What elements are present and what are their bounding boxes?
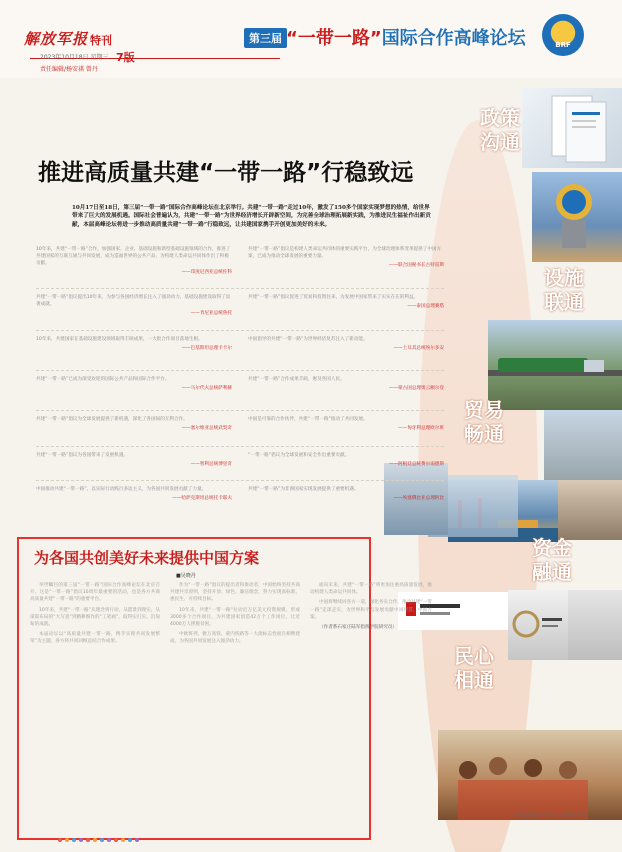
quote-item bbox=[36, 246, 232, 276]
dot-icon bbox=[107, 838, 111, 842]
train-illustration bbox=[488, 320, 622, 410]
quote-item bbox=[248, 486, 444, 502]
quote-item bbox=[248, 336, 444, 352]
quote-text: 共建“一带一路”为非洲国家实现发展提供了重要机遇。 bbox=[248, 487, 359, 492]
dot-icon bbox=[72, 838, 76, 842]
article-headline: 为各国共创美好未来提供中国方案 bbox=[34, 549, 260, 567]
quote-divider bbox=[36, 330, 444, 332]
editor-credits: 责任编辑/杨安祺 曾丹 bbox=[40, 66, 98, 73]
main-headline: 推进高质量共建“一带一路”行稳致远 bbox=[38, 160, 414, 186]
quote-attribution: ——阿根廷总统费尔南德斯 bbox=[388, 462, 444, 467]
quote-attribution: ——泰国总理赛塔 bbox=[407, 304, 444, 309]
theme-line1: 政策 bbox=[480, 106, 520, 130]
theme-line1: 资金 bbox=[532, 536, 572, 560]
quote-item bbox=[36, 452, 232, 468]
theme-line1: 民心 bbox=[454, 644, 494, 668]
footer-credit: 版式设计/曾丹 图片来源/新华社 bbox=[516, 813, 586, 819]
quote-item bbox=[248, 246, 444, 269]
page-number: 7版 bbox=[116, 51, 135, 64]
document-stack-illustration bbox=[522, 88, 622, 168]
quote-attribution: ——联合国秘书长古特雷斯 bbox=[388, 263, 444, 268]
dot-icon bbox=[58, 838, 62, 842]
article-paragraph: 举世瞩目的第三届“一带一路”国际合作高峰论坛在北京召开。这是“一带一路”倡议10周年最重要的活动，也是各方共商高质量共建“一带一路”的重要平台。 bbox=[30, 583, 160, 603]
quote-text: 中国是可靠的合作伙伴，共建“一带一路”推动了共同发展。 bbox=[248, 417, 368, 422]
dateline: 2023年10月18日 星期三 bbox=[40, 54, 109, 61]
theme-line1: 贸易 bbox=[464, 398, 504, 422]
article-paragraph: 本届论坛以“高质量共建一带一路，携手实现共同发展繁荣”为主题，各方将共同回顾总结合作成果。 bbox=[30, 632, 160, 645]
masthead bbox=[0, 0, 622, 78]
article-byline: ■吴晓丹 bbox=[176, 573, 196, 579]
photo-brf-monument bbox=[532, 172, 622, 262]
dot-icon bbox=[65, 838, 69, 842]
quote-text: 中国推动共建“一带一路”，以实际行动践行多边主义，为各国共同发展贡献了力量。 bbox=[36, 487, 207, 492]
quote-attribution: ——巴基斯坦总理卡卡尔 bbox=[181, 346, 232, 351]
theme-line2: 相通 bbox=[454, 668, 494, 692]
quote-text: 10年来，共建“一带一路”合作，加强国家、企业、基础设施和新型基础设施领域的合作，推进了共建国家的互联互通与共同发展，成为造福世界的公共产品，为构建人类命运共同体作出了积极贡献。 bbox=[36, 247, 231, 266]
quote-item bbox=[36, 294, 232, 317]
quote-item bbox=[248, 452, 444, 468]
special-label: 特刊 bbox=[90, 34, 112, 47]
quote-attribution: ——肯尼亚总统鲁托 bbox=[190, 311, 232, 316]
quote-text: 共建“一带一路”倡议促进了贸易和投资往来，为发展中国家带来了实实在在的利益。 bbox=[248, 295, 419, 300]
article-paragraph: 作为“一带一路”倡议的提出者和推动者，中国始终坚持共商共建共享原则，坚持开放、绿色、廉洁理念，努力实现高标准、惠民生、可持续目标。 bbox=[170, 583, 300, 603]
forum-name: 一带一路 bbox=[297, 28, 370, 49]
quote-item bbox=[36, 416, 232, 432]
theme-line2: 融通 bbox=[532, 560, 572, 584]
quote-text: 中国倡导的共建“一带一路”为世界经济复苏注入了新动能。 bbox=[248, 337, 368, 342]
article-paragraph: 中国将继续同各方一道，深化务实合作，推动共建“一带一路”走深走实，为世界和平与发展贡献中国智慧、中国方案。 bbox=[310, 600, 432, 620]
quote-attribution: ——智利总统博里奇 bbox=[190, 462, 232, 467]
quote-attribution: ——印度尼西亚总统佐科 bbox=[181, 270, 232, 275]
article-paragraph: 中欧班列、雅万高铁、蒙内铁路等一大批标志性项目相继建成，为各国共同发展注入强劲动力。 bbox=[170, 632, 300, 645]
quote-text: 共建“一带一路”倡议提出10年来，为参与各国经济增长注入了强劲动力，基础设施建设取得了显著成就。 bbox=[36, 295, 231, 307]
quote-open: “ bbox=[286, 28, 298, 49]
theme-band bbox=[448, 80, 622, 832]
quote-attribution: ——埃塞俄比亚总理阿比 bbox=[393, 496, 444, 501]
quote-item bbox=[36, 486, 232, 502]
dot-icon bbox=[86, 838, 90, 842]
quote-item bbox=[248, 376, 444, 392]
theme-infrastructure bbox=[534, 266, 594, 314]
dot-icon bbox=[121, 838, 125, 842]
theme-people bbox=[444, 644, 504, 692]
dot-icon bbox=[100, 838, 104, 842]
quote-text: 共建“一带一路”倡议为各国带来了发展机遇。 bbox=[36, 453, 129, 458]
article-paragraph: 10年来，共建“一带一路”从理念到行动，从愿景到现实，从谋篇布局的“大写意”到精耕细作的“工笔画”，取得实打实、沉甸甸的成就。 bbox=[30, 607, 160, 628]
newspaper-brand: 解放军报 bbox=[24, 30, 89, 48]
forum-rest: 国际合作高峰论坛 bbox=[381, 28, 526, 49]
quote-divider bbox=[36, 288, 444, 290]
aiib-logo-illustration bbox=[508, 590, 568, 660]
dot-icon bbox=[79, 838, 83, 842]
photo-documents bbox=[522, 88, 622, 168]
article-paragraph: 10年来，共建“一带一路”拉动近万亿美元投资规模，形成3000多个合作项目，为共建国家创造42万个工作岗位，让近4000万人摆脱贫困。 bbox=[170, 607, 300, 628]
article-column-2 bbox=[170, 582, 300, 649]
monument-illustration bbox=[532, 172, 622, 262]
photo-aiib-sign bbox=[508, 590, 568, 660]
quote-attribution: ——土耳其总统埃尔多安 bbox=[393, 346, 444, 351]
quote-attribution: ——塞尔维亚总统武契奇 bbox=[181, 426, 232, 431]
quote-item bbox=[248, 294, 444, 310]
dot-icon bbox=[135, 838, 139, 842]
theme-line2: 沟通 bbox=[480, 130, 520, 154]
quote-attribution: ——蒙古国总理奥云额尔登 bbox=[388, 386, 444, 391]
brf-logo-text: BRF bbox=[555, 41, 571, 49]
article-paragraph: 面向未来，共建“一带一路”将更加注重高质量发展，推动构建人类命运共同体。 bbox=[310, 583, 432, 596]
dot-icon bbox=[128, 838, 132, 842]
theme-trade bbox=[454, 398, 514, 446]
brf-logo-icon bbox=[542, 14, 584, 56]
photo-bank-building bbox=[568, 590, 622, 660]
session-badge: 第三届 bbox=[244, 28, 287, 48]
quote-item bbox=[248, 416, 444, 432]
quote-text: 共建“一带一路”倡议是构建人类命运共同体的重要实践平台，为全球治理体系变革提供了中国方案，已成为推动全球发展的重要力量。 bbox=[248, 247, 442, 259]
article-column-3 bbox=[310, 582, 432, 634]
forum-title bbox=[286, 24, 526, 50]
photo-power-station bbox=[544, 410, 622, 480]
quote-attribution: ——哈萨克斯坦总统托卡耶夫 bbox=[172, 496, 232, 501]
article-column-1 bbox=[30, 582, 160, 649]
theme-finance bbox=[522, 536, 582, 584]
quote-divider bbox=[36, 410, 444, 412]
photo-freight-train bbox=[558, 480, 622, 540]
quote-close: ” bbox=[369, 28, 382, 49]
photo-people-exchange bbox=[438, 730, 622, 820]
quote-divider bbox=[36, 446, 444, 448]
decorative-dot-row bbox=[58, 827, 578, 835]
quote-divider bbox=[36, 370, 444, 372]
quote-text: 共建“一带一路”已成为深受欢迎的国际公共产品和国际合作平台。 bbox=[36, 377, 170, 382]
quote-text: 10年来，共建国家在基础设施建设领域取得丰硕成果，一大批合作项目落地生根。 bbox=[36, 337, 203, 342]
theme-line2: 畅通 bbox=[464, 422, 504, 446]
theme-line2: 联通 bbox=[544, 290, 584, 314]
quote-text: 共建“一带一路”倡议为全球发展提供了新机遇，深化了各国间的互利合作。 bbox=[36, 417, 188, 422]
quote-attribution: ——马尔代夫总统萨利赫 bbox=[181, 386, 232, 391]
crowd-illustration bbox=[438, 730, 622, 820]
lead-paragraph: 10月17日至18日，第三届“一带一路”国际合作高峰论坛在北京举行。共建“一带一路”走过10年，激发了150多个国家实现梦想的热情，给世界带来了巨大的发展机遇。国际社会普遍认为，共建“一带一路”为世界经济增长开辟新空间，为完善全球治理拓展新实践，为推进民生福祉作出新贡献，本届高峰论坛将进一步推动高质量共建“一带一路”行稳致远，让共建国家携手开创更加美好的未来。 bbox=[72, 205, 431, 228]
quote-text: “一带一路”倡议为全球发展和安全作出重要贡献。 bbox=[248, 453, 350, 458]
article-paragraph: （作者系石家庄陆军指挥学院研究员） bbox=[319, 625, 398, 631]
theme-line1: 设施 bbox=[544, 266, 584, 290]
dot-icon bbox=[114, 838, 118, 842]
photo-railway bbox=[488, 320, 622, 410]
dot-icon bbox=[93, 838, 97, 842]
quote-divider bbox=[36, 480, 444, 482]
theme-policy bbox=[470, 106, 530, 154]
quote-item bbox=[36, 336, 232, 352]
quote-text: 共建“一带一路”合作成果丰硕，惠及各国人民。 bbox=[248, 377, 345, 382]
quote-item bbox=[36, 376, 232, 392]
quote-attribution: ——匈牙利总理欧尔班 bbox=[398, 426, 444, 431]
